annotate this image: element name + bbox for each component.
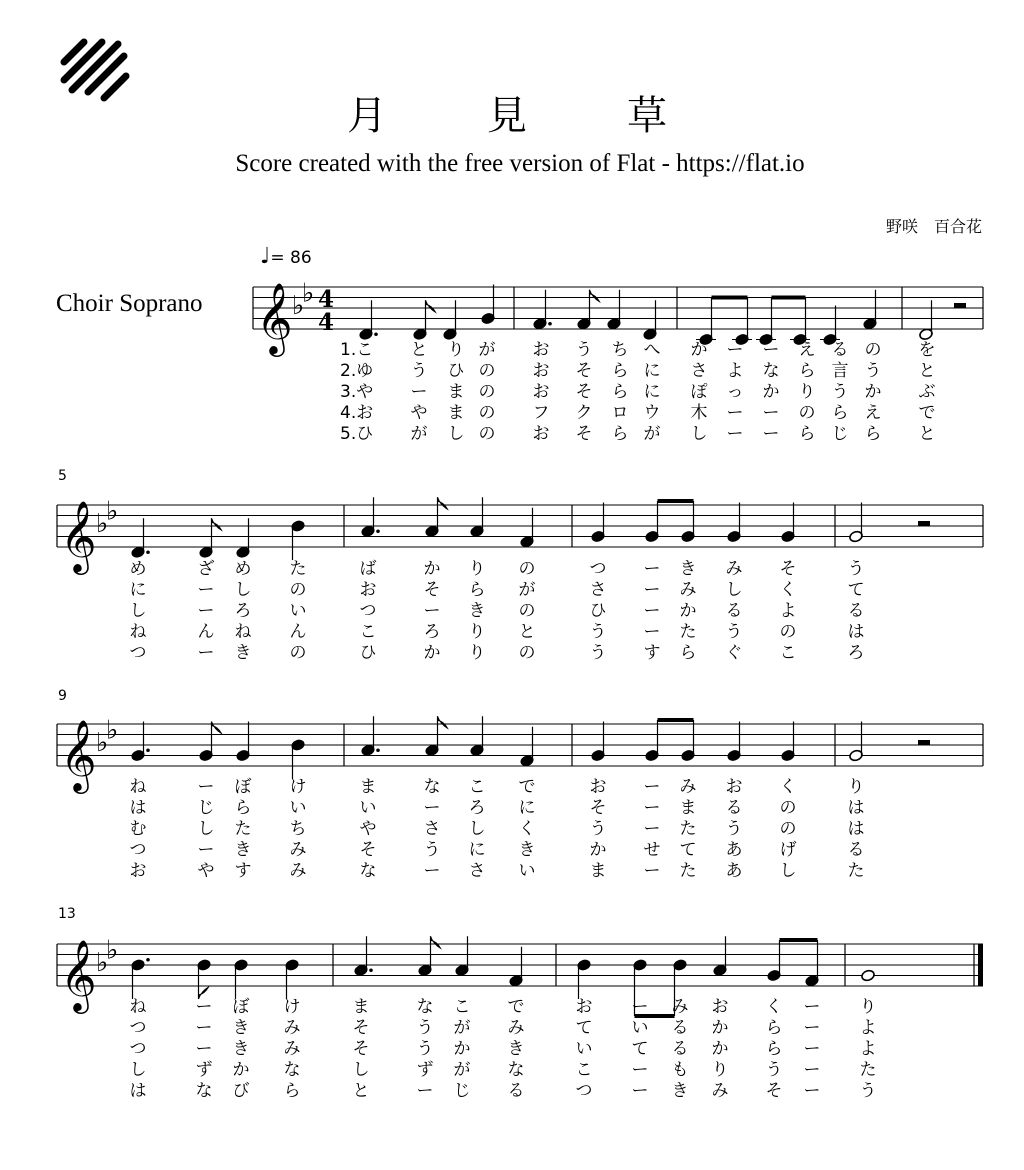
lyric-column: り ら き り り [468,559,486,663]
augmentation-dot [376,529,380,533]
augmentation-dot [146,958,150,962]
treble-clef-icon: 𝄞 [60,938,97,1011]
lyric-column: の う か え ら [864,340,882,444]
lyric-column: の が の と の [518,559,536,663]
augmentation-dot [548,322,552,326]
lyric-column: め し ろ ね き [234,559,252,663]
flat-logo-icon [64,42,126,98]
lyric-column: と う ー や が [410,340,428,444]
lyric-column: お そ う か ま [589,777,607,881]
flat-icon: ♭ [106,935,119,966]
page-title: 月 見 草 [347,93,697,139]
lyric-column: け み み な ら [283,997,301,1101]
lyric-column: ま い や そ な [359,777,377,881]
measure-number: 5 [58,468,67,484]
lyric-column: か そ ー ろ か [423,559,441,663]
subtitle: Score created with the free version of Flat - https://flat.io [235,150,805,177]
lyric-column: ー ー ー せ ー [643,777,661,881]
flag [590,290,600,302]
lyric-column: り ひ ま ま し [447,340,465,444]
lyric-column: め に し ね つ [129,559,147,663]
flag [438,497,448,509]
lyric-column: み る る も き [671,997,689,1101]
lyric-column: く ら ら う そ [765,997,783,1101]
lyric-column: で み き な る [507,997,525,1101]
lyric-column: ー ー ー ー ー [803,997,821,1101]
lyric-column: み し る う ぐ [725,559,743,663]
lyric-column: う そ そ ク そ [575,340,593,444]
lyric-column: え ら り の ら [798,340,816,444]
lyric-column: か さ ぽ 木 し [690,340,708,444]
time-signature-bottom: 4 [318,309,335,336]
lyric-column: で に く き い [518,777,536,881]
lyric-column: な う う ず ー [416,997,434,1101]
flat-icon: ♭ [302,278,315,309]
flat-icon: ♭ [96,509,109,539]
half-rest [918,521,930,526]
lyric-column: 1.こ 2.ゆ 3.や 4.お 5.ひ [340,340,374,444]
flag [426,300,436,312]
tempo-value: = 86 [270,248,312,268]
flat-icon: ♭ [96,728,109,758]
time-signature-top: 4 [318,286,335,313]
half-rest [954,303,966,308]
lyric-column: そ く よ の こ [779,559,797,663]
lyric-column: み ま た て た [679,777,697,881]
lyric-column: る 言 う ら じ [831,340,849,444]
flag [212,518,222,530]
lyric-column: き み か た ら [679,559,697,663]
instrument-label: Choir Soprano [56,290,203,317]
lyric-column: ま そ そ し と [352,997,370,1101]
lyric-column: お て い こ つ [575,997,593,1101]
lyric-column: ち ら ら ロ ら [611,340,629,444]
lyric-column: ぼ き き か び [232,997,250,1101]
augmentation-dot [374,332,378,336]
lyric-column: り よ よ た う [859,997,877,1101]
quarter-note-icon: ♩ [260,244,271,269]
lyric-column: ー な か ー ー [762,340,780,444]
flag [431,936,441,948]
augmentation-dot [369,968,373,972]
lyric-column: ー い て ー ー [631,997,649,1101]
treble-clef-icon: 𝄞 [60,499,97,572]
lyric-column: ね は む つ お [129,777,147,881]
lyric-column: へ に に ウ が [643,340,661,444]
flag [438,716,448,728]
lyric-column: ー よ っ ー ー [726,340,744,444]
lyric-column: ね つ つ し は [129,997,147,1101]
lyric-column: ー ー ー ー す [643,559,661,663]
lyric-column: ぼ ら た き す [234,777,252,881]
half-rest [918,740,930,745]
composer-credit: 野咲 百合花 [885,217,982,236]
lyric-column: く の の げ し [779,777,797,881]
lyric-column: ざ ー ー ん ー [197,559,215,663]
lyric-column: う て る は ろ [847,559,865,663]
lyric-column: お る う あ あ [725,777,743,881]
lyric-column: ば お つ こ ひ [359,559,377,663]
flag [212,722,222,734]
lyric-column: が の の の の [478,340,496,444]
lyric-column: た の い ん の [289,559,307,663]
note-head [861,969,876,982]
augmentation-dot [146,550,150,554]
flat-icon: ♭ [96,948,109,978]
lyric-column: お か か り み [711,997,729,1101]
flat-icon: ♭ [292,291,305,321]
lyric-column: ー じ し ー や [197,777,215,881]
lyric-column: を と ぶ で と [918,340,936,444]
flat-icon: ♭ [106,715,119,746]
lyric-column: こ が か が じ [453,997,471,1101]
flat-icon: ♭ [106,496,119,527]
measure-number: 9 [58,688,67,704]
augmentation-dot [146,748,150,752]
lyric-column: お お お フ お [532,340,550,444]
lyric-column: け い ち み み [289,777,307,881]
lyric-column: こ ろ し に さ [468,777,486,881]
lyric-column: つ さ ひ う う [589,559,607,663]
augmentation-dot [376,748,380,752]
treble-clef-icon: 𝄞 [60,718,97,791]
lyric-column: ー ー ー ず な [195,997,213,1101]
lyric-column: な ー さ う ー [423,777,441,881]
lyric-column: り は は る た [847,777,865,881]
final-barline-thick [978,944,983,986]
treble-clef-icon: 𝄞 [256,281,293,354]
measure-number: 13 [58,906,76,922]
